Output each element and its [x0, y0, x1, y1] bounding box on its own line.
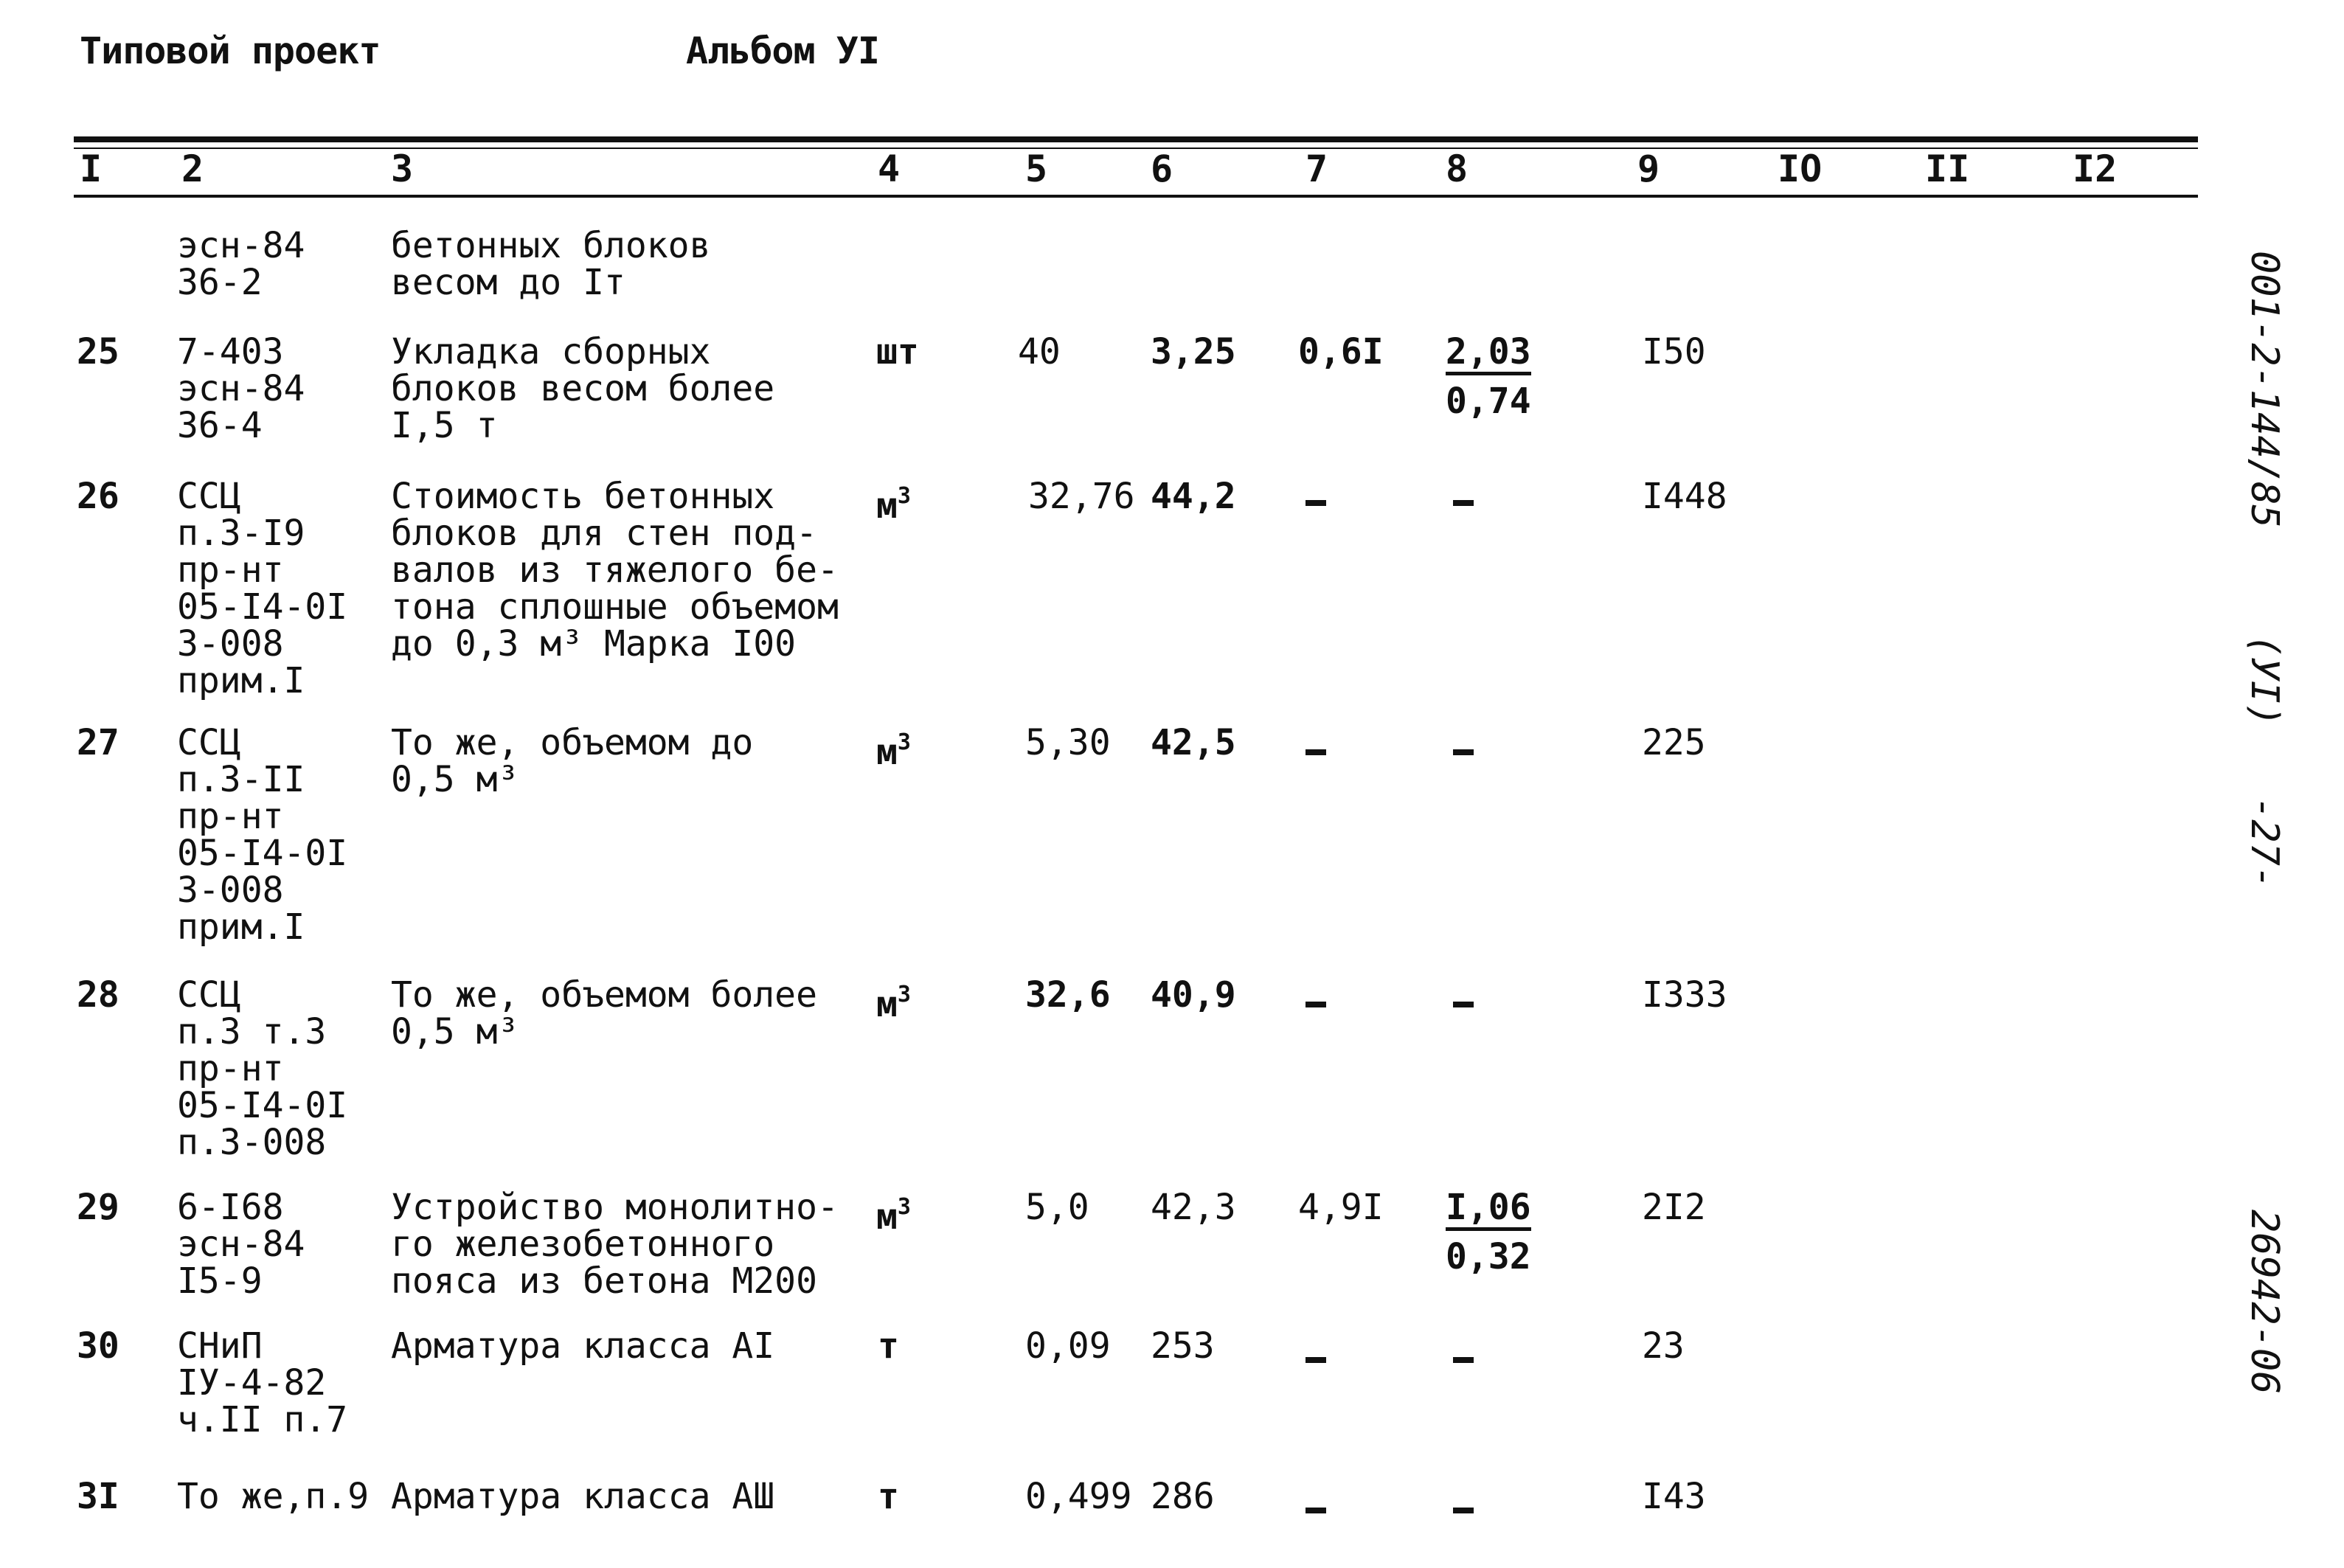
row-code: ССЦ п.3-I9 пр-нт 05-I4-0I 3-008 прим.I — [177, 476, 348, 701]
fraction-denominator: 0,32 — [1446, 1236, 1531, 1277]
column-number: 4 — [878, 148, 901, 190]
column-number: 8 — [1446, 148, 1469, 190]
row-col8-fraction — [1446, 333, 1531, 420]
row-code: То же,п.9 — [177, 1476, 370, 1517]
row-number: 28 — [77, 974, 119, 1016]
row-quantity: 40 — [1018, 331, 1061, 372]
fraction-denominator: 0,74 — [1446, 381, 1531, 422]
row-quantity: 0,09 — [1025, 1325, 1111, 1367]
project-title: Типовой проект — [80, 30, 381, 72]
margin-album-mark: (УI) — [2242, 634, 2286, 727]
row-number: 25 — [77, 331, 119, 372]
row-code: ССЦ п.3-II пр-нт 05-I4-0I 3-008 прим.I — [177, 722, 348, 948]
fraction-numerator: 2,03 — [1446, 333, 1531, 375]
row-unit-cost: 286 — [1151, 1476, 1215, 1517]
row-unit — [876, 478, 911, 527]
row-col7-dash — [1306, 1357, 1326, 1363]
margin-project-code: 001-2-144/85 — [2242, 251, 2286, 528]
row-description: То же, объемом более 0,5 м³ — [391, 974, 817, 1052]
column-number: IO — [1778, 148, 1823, 190]
row-col8-dash — [1453, 1002, 1474, 1007]
row-number: 26 — [77, 476, 119, 517]
row-code: ССЦ п.3 т.3 пр-нт 05-I4-0I п.3-008 — [177, 974, 348, 1163]
unit-exponent: 3 — [897, 982, 911, 1007]
column-number: 5 — [1025, 148, 1048, 190]
column-number: 7 — [1306, 148, 1328, 190]
column-number: 6 — [1151, 148, 1173, 190]
row-code: эсн-84 36-2 — [177, 225, 305, 303]
fraction-numerator: I,06 — [1446, 1189, 1531, 1231]
unit-exponent: 3 — [897, 729, 911, 755]
row-col7-dash — [1306, 500, 1326, 506]
row-description: Арматура класса АI — [391, 1325, 775, 1367]
table-top-rule — [74, 136, 2198, 142]
row-total: I333 — [1642, 974, 1727, 1016]
unit-exponent: 3 — [897, 483, 911, 509]
row-col8-dash — [1453, 749, 1474, 755]
row-unit-cost: 40,9 — [1151, 974, 1236, 1016]
row-code: 7-403 эсн-84 36-4 — [177, 331, 305, 446]
column-number: 3 — [391, 148, 414, 190]
row-total: I50 — [1642, 331, 1706, 372]
column-number: 9 — [1637, 148, 1660, 190]
column-number: I2 — [2073, 148, 2118, 190]
unit-base: м — [876, 485, 898, 527]
row-total: 23 — [1642, 1325, 1685, 1367]
row-quantity: 5,0 — [1025, 1187, 1089, 1228]
row-description: Стоимость бетонных блоков для стен под- валов из тяжелого бе- тона сплошные объемом до 0,3 м³ Марка I00 — [391, 476, 839, 665]
album-title: Альбом УI — [686, 30, 879, 72]
row-col7-dash — [1306, 1002, 1326, 1007]
row-col7: 4,9I — [1298, 1187, 1384, 1228]
row-unit: т — [878, 1476, 899, 1517]
row-unit-cost: 44,2 — [1151, 476, 1236, 517]
row-number: 29 — [77, 1187, 119, 1228]
row-total: 2I2 — [1642, 1187, 1706, 1228]
row-col7-dash — [1306, 1508, 1326, 1513]
column-number: I — [80, 148, 103, 190]
row-code: СНиП IУ-4-82 ч.II п.7 — [177, 1325, 348, 1440]
row-description: Укладка сборных блоков весом более I,5 т — [391, 331, 775, 446]
row-col7: 0,6I — [1298, 331, 1384, 372]
margin-page-number: -27- — [2242, 797, 2286, 889]
row-number: 30 — [77, 1325, 119, 1367]
row-total: I448 — [1642, 476, 1727, 517]
row-col8-dash — [1453, 1357, 1474, 1363]
row-col8-dash — [1453, 1508, 1474, 1513]
row-total: I43 — [1642, 1476, 1706, 1517]
row-col7-dash — [1306, 749, 1326, 755]
row-quantity: 0,499 — [1025, 1476, 1132, 1517]
header-bottom-rule — [74, 195, 2198, 198]
row-total: 225 — [1642, 722, 1706, 763]
unit-base: м — [876, 984, 898, 1025]
row-description: Арматура класса АШ — [391, 1476, 775, 1517]
row-unit — [876, 976, 911, 1023]
row-number: 27 — [77, 722, 119, 763]
row-col8-fraction — [1446, 1189, 1531, 1275]
row-unit-cost: 3,25 — [1151, 331, 1236, 372]
row-description: бетонных блоков весом до Iт — [391, 225, 711, 303]
unit-base: м — [876, 1196, 898, 1238]
row-unit-cost: 42,5 — [1151, 722, 1236, 763]
row-unit-cost: 253 — [1151, 1325, 1215, 1367]
unit-base: м — [876, 732, 898, 773]
row-unit-cost: 42,3 — [1151, 1187, 1236, 1228]
row-col8-dash — [1453, 500, 1474, 506]
unit-exponent: 3 — [897, 1194, 911, 1220]
column-number: 2 — [181, 148, 204, 190]
row-unit — [876, 724, 911, 771]
row-number: 3I — [77, 1476, 119, 1517]
row-description: Устройство монолитно- го железобетонного пояса из бетона М200 — [391, 1187, 839, 1302]
row-unit: т — [878, 1325, 899, 1367]
margin-inventory-number: 26942-06 — [2242, 1210, 2286, 1395]
row-unit — [876, 1189, 911, 1238]
column-number: II — [1925, 148, 1970, 190]
row-description: То же, объемом до 0,5 м³ — [391, 722, 754, 800]
row-quantity: 32,6 — [1025, 974, 1111, 1016]
row-unit: шт — [876, 331, 919, 372]
row-quantity: 5,30 — [1025, 722, 1111, 763]
row-quantity: 32,76 — [1028, 476, 1135, 517]
row-code: 6-I68 эсн-84 I5-9 — [177, 1187, 305, 1302]
